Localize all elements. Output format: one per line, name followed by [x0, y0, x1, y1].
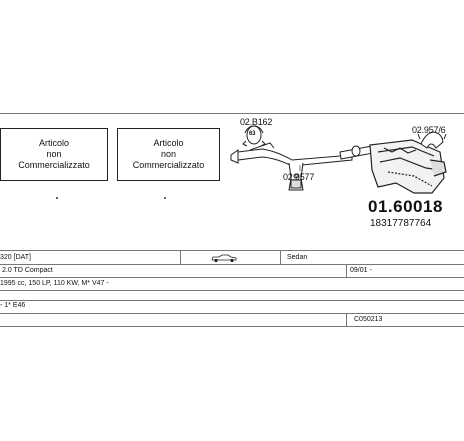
main-part-number: 01.60018	[368, 197, 443, 216]
front-pipe	[231, 143, 352, 166]
hanger-code: 02.9577	[283, 172, 315, 182]
reference-code-cell: C050213	[354, 316, 383, 323]
marker-dot	[56, 197, 58, 199]
rear-silencer	[370, 140, 446, 193]
box-line: non	[46, 149, 62, 159]
date-cell: 09/01 -	[350, 267, 372, 274]
box-line: Articolo	[38, 138, 69, 148]
specs-cell: 1995 cc, 150 LP, 110 KW, M* V47 -	[0, 280, 109, 287]
engine-cell: 2.0 TD Compact	[2, 267, 53, 274]
rear-pipe	[340, 146, 373, 159]
clamp-right-code: 02.957/6	[412, 125, 446, 135]
model-cell: 320 [DAT]	[0, 254, 31, 261]
clamp-left-badge: 63	[249, 131, 256, 137]
oem-number: 18317787764	[370, 218, 432, 229]
box-line: Commercializzato	[18, 160, 90, 170]
marker-dot	[164, 197, 166, 199]
sedan-car-icon	[212, 255, 236, 262]
chassis-cell: - 1* E46	[0, 302, 26, 309]
box-line: Commercializzato	[132, 160, 205, 170]
box-line: Articolo	[153, 138, 184, 148]
clamp-left-code: 02.B162	[240, 117, 273, 127]
box-line: non	[160, 149, 177, 159]
body-type-cell: Sedan	[287, 254, 308, 261]
